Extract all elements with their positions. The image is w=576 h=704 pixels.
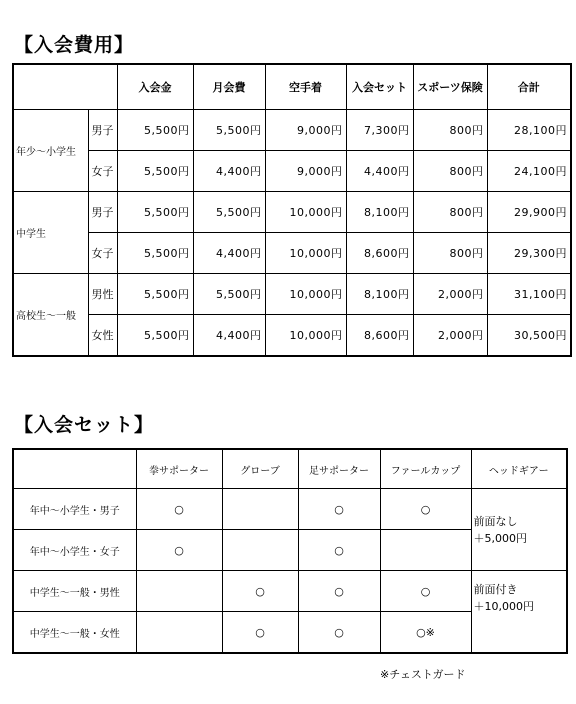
fees-table (12, 63, 572, 357)
fees-cell: 2,000円 (413, 315, 487, 357)
fees-title: 【入会費用】 (14, 34, 135, 56)
set-mark-cell: ○ (136, 530, 222, 571)
fees-header-cell: 空手着 (265, 64, 346, 110)
set-mark-cell: ○ (380, 489, 471, 530)
fees-cell: 800円 (413, 110, 487, 151)
fees-header-cell: 入会金 (117, 64, 193, 110)
set-mark-cell: ○※ (380, 612, 471, 654)
set-mark-cell (380, 530, 471, 571)
set-table (12, 448, 568, 654)
fees-group-label: 中学生 (13, 192, 88, 274)
fees-cell: 5,500円 (117, 151, 193, 192)
headgear-option-label: 前面なし (473, 514, 518, 528)
fees-row (13, 315, 571, 357)
headgear-option-price: ＋5,000円 (473, 531, 527, 545)
fees-row (13, 110, 571, 151)
set-row-label: 中学生〜一般・女性 (13, 612, 136, 654)
fees-cell: 7,300円 (346, 110, 413, 151)
fees-total: 24,100円 (487, 151, 571, 192)
chest-guard-note: ※チェストガード (380, 668, 466, 681)
fees-header-row (13, 64, 571, 110)
set-mark-cell (136, 571, 222, 612)
headgear-option-no-face (471, 489, 567, 571)
fees-gender: 男子 (88, 192, 117, 233)
set-mark-cell: ○ (136, 489, 222, 530)
fees-cell: 800円 (413, 151, 487, 192)
set-row (13, 571, 567, 612)
fees-cell: 10,000円 (265, 315, 346, 357)
fees-cell: 8,600円 (346, 315, 413, 357)
fees-cell: 8,100円 (346, 274, 413, 315)
set-mark-cell (222, 530, 298, 571)
fees-cell: 5,500円 (193, 192, 265, 233)
fees-row (13, 192, 571, 233)
fees-total: 28,100円 (487, 110, 571, 151)
fees-cell: 5,500円 (117, 192, 193, 233)
fees-gender: 女子 (88, 151, 117, 192)
set-mark-cell: ○ (298, 489, 380, 530)
fees-cell: 4,400円 (193, 233, 265, 274)
set-header-cell: ファールカップ (380, 449, 471, 489)
set-header-row (13, 449, 567, 489)
fees-cell: 5,500円 (193, 274, 265, 315)
fees-gender: 女子 (88, 233, 117, 274)
fees-cell: 5,500円 (117, 110, 193, 151)
set-mark-cell: ○ (222, 571, 298, 612)
fees-header-cell: 入会セット (346, 64, 413, 110)
set-row-label: 年中〜小学生・女子 (13, 530, 136, 571)
fees-group-label: 年少〜小学生 (13, 110, 88, 192)
fees-cell: 800円 (413, 192, 487, 233)
fees-cell: 5,500円 (117, 315, 193, 357)
fees-cell: 2,000円 (413, 274, 487, 315)
fees-gender: 男性 (88, 274, 117, 315)
fees-header-cell: 合計 (487, 64, 571, 110)
fees-cell: 5,500円 (117, 274, 193, 315)
fees-cell: 800円 (413, 233, 487, 274)
fees-total: 31,100円 (487, 274, 571, 315)
fees-cell: 10,000円 (265, 233, 346, 274)
fees-header-blank (13, 64, 117, 110)
fees-header-cell: 月会費 (193, 64, 265, 110)
fees-row (13, 274, 571, 315)
set-row-label: 中学生〜一般・男性 (13, 571, 136, 612)
fees-cell: 5,500円 (117, 233, 193, 274)
set-title: 【入会セット】 (14, 414, 155, 436)
set-header-cell: ヘッドギアー (471, 449, 567, 489)
fees-cell: 4,400円 (346, 151, 413, 192)
set-header-cell: グローブ (222, 449, 298, 489)
fees-row (13, 233, 571, 274)
set-mark-cell: ○ (298, 530, 380, 571)
set-mark-cell (222, 489, 298, 530)
fees-cell: 10,000円 (265, 192, 346, 233)
set-header-cell: 足サポーター (298, 449, 380, 489)
set-row-label: 年中〜小学生・男子 (13, 489, 136, 530)
set-mark-cell: ○ (298, 612, 380, 654)
fees-header-cell: スポーツ保険 (413, 64, 487, 110)
fees-gender: 女性 (88, 315, 117, 357)
fees-group-label: 高校生〜一般 (13, 274, 88, 357)
headgear-option-label: 前面付き (473, 583, 518, 596)
fees-gender: 男子 (88, 110, 117, 151)
fees-cell: 4,400円 (193, 315, 265, 357)
set-mark-cell (136, 612, 222, 654)
fees-cell: 8,600円 (346, 233, 413, 274)
fees-cell: 8,100円 (346, 192, 413, 233)
headgear-option-with-face (471, 571, 567, 654)
set-mark-cell: ○ (380, 571, 471, 612)
fees-cell: 5,500円 (193, 110, 265, 151)
set-mark-cell: ○ (222, 612, 298, 654)
fees-total: 29,300円 (487, 233, 571, 274)
fees-total: 30,500円 (487, 315, 571, 357)
set-header-cell: 拳サポーター (136, 449, 222, 489)
set-header-blank (13, 449, 136, 489)
fees-row (13, 151, 571, 192)
set-mark-cell: ○ (298, 571, 380, 612)
fees-cell: 9,000円 (265, 110, 346, 151)
fees-total: 29,900円 (487, 192, 571, 233)
fees-cell: 4,400円 (193, 151, 265, 192)
headgear-option-price: ＋10,000円 (473, 600, 534, 613)
fees-cell: 10,000円 (265, 274, 346, 315)
set-row (13, 489, 567, 530)
fees-cell: 9,000円 (265, 151, 346, 192)
